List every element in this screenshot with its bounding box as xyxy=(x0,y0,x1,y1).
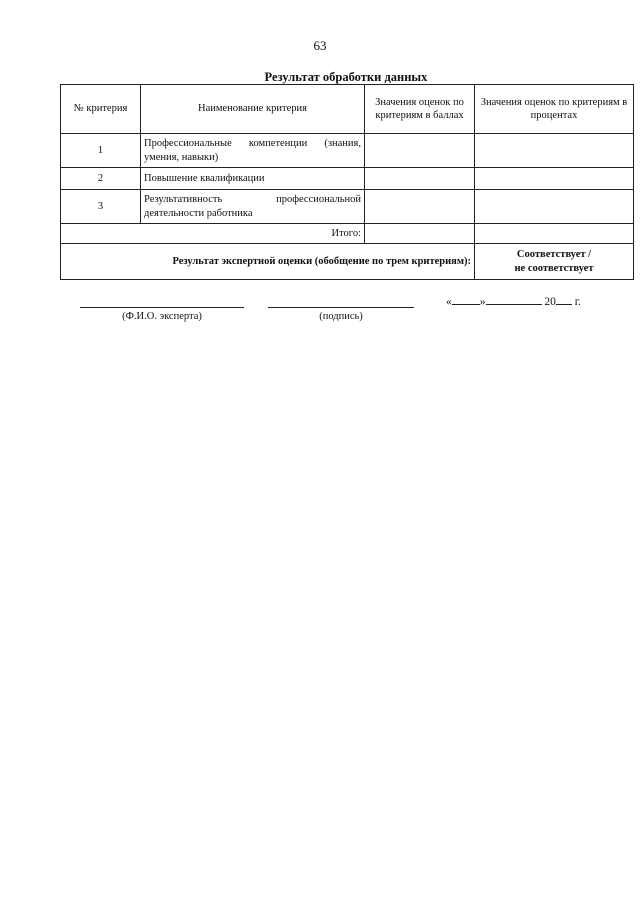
date-month-blank[interactable] xyxy=(486,294,542,305)
header-criterion-number: № критерия xyxy=(61,85,141,134)
signature-line[interactable] xyxy=(268,307,414,308)
total-label: Итого: xyxy=(61,224,365,244)
table-header-row xyxy=(61,85,634,134)
criterion-number: 2 xyxy=(61,168,141,190)
header-percent: Значения оценок по критериям в процентах xyxy=(475,85,634,134)
total-percent-cell[interactable] xyxy=(475,224,634,244)
points-cell[interactable] xyxy=(365,190,475,224)
criterion-number: 1 xyxy=(61,134,141,168)
criterion-name: Профессиональные компетенции (знания, умения, навыки) xyxy=(141,134,365,168)
points-cell[interactable] xyxy=(365,134,475,168)
expert-name-line[interactable] xyxy=(80,307,244,308)
results-table xyxy=(60,84,634,280)
criterion-number: 3 xyxy=(61,190,141,224)
expert-name-caption: (Ф.И.О. эксперта) xyxy=(122,311,202,322)
table-row xyxy=(61,168,634,190)
date-field xyxy=(446,294,581,308)
criterion-name: Повышение квалификации xyxy=(141,168,365,190)
points-cell[interactable] xyxy=(365,168,475,190)
verdict-cell xyxy=(475,244,634,280)
expert-result-row xyxy=(61,244,634,280)
table-row xyxy=(61,134,634,168)
date-open-quote: « xyxy=(446,296,452,308)
date-year-blank[interactable] xyxy=(556,294,572,305)
page-number: 63 xyxy=(313,38,327,53)
percent-cell[interactable] xyxy=(475,134,634,168)
date-close-quote: » xyxy=(479,296,486,308)
header-points: Значения оценок по критериям в баллах xyxy=(365,85,475,134)
date-year-prefix: 20 xyxy=(544,296,556,308)
table-row xyxy=(61,190,634,224)
signature-caption: (подпись) xyxy=(319,311,363,322)
criterion-name: Результативность профессиональной деятельности работника xyxy=(141,190,365,224)
document-title: Результат обработки данных xyxy=(264,70,428,84)
verdict-line-2: не соответствует xyxy=(514,262,594,274)
verdict-line-1: Соответствует / xyxy=(516,249,592,261)
expert-result-label: Результат экспертной оценки (обобщение по трем критериям): xyxy=(61,244,475,280)
date-day-blank[interactable] xyxy=(452,294,480,305)
percent-cell[interactable] xyxy=(475,190,634,224)
header-criterion-name: Наименование критерия xyxy=(141,85,365,134)
total-row xyxy=(61,224,634,244)
date-year-suffix: г. xyxy=(574,296,582,308)
percent-cell[interactable] xyxy=(475,168,634,190)
total-points-cell[interactable] xyxy=(365,224,475,244)
